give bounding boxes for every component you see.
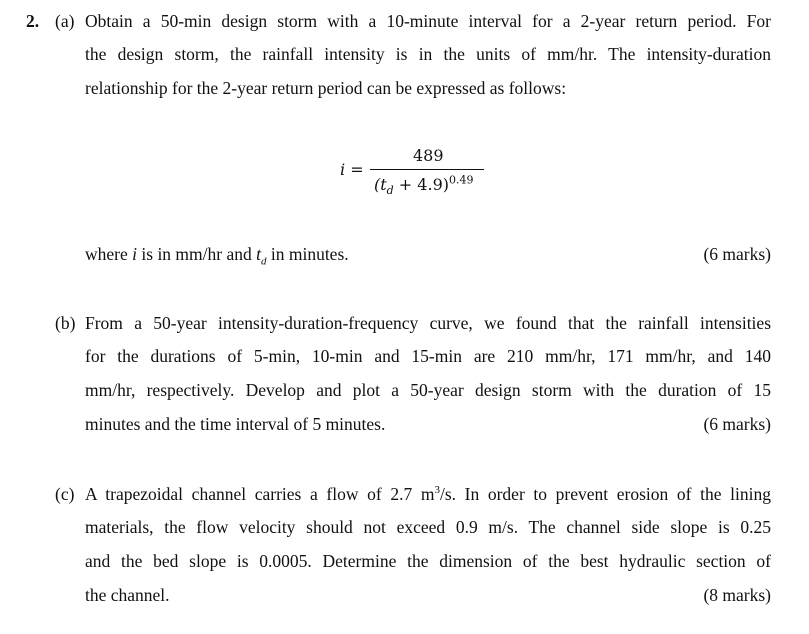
part-a-line-2: the design storm, the rainfall intensity is in the units of mm/hr. The intensity-duration [85, 44, 771, 64]
part-b-line-1: From a 50-year intensity-duration-frequency curve, we found that the rainfall intensities [85, 313, 771, 333]
part-c-line-2: materials, the flow velocity should not exceed 0.9 m/s. The channel side slope is 0.25 [85, 517, 771, 537]
question-number: 2. [26, 11, 40, 31]
part-b-line-3: mm/hr, respectively. Develop and plot a 50-year design storm with the duration of 15 [85, 380, 771, 400]
formula-fraction-bar [370, 169, 484, 170]
formula-lhs: i = [340, 160, 364, 179]
part-a-line-3: relationship for the 2-year return period can be expressed as follows: [85, 78, 567, 98]
part-b-line-2: for the durations of 5-min, 10-min and 15-min are 210 mm/hr, 171 mm/hr, and 140 [85, 346, 771, 366]
part-a-label: (a) [55, 11, 75, 31]
part-a-marks: (6 marks) [703, 244, 771, 264]
part-c-marks: (8 marks) [703, 585, 771, 605]
part-b-line-4: minutes and the time interval of 5 minutes. [85, 414, 386, 434]
part-a-where-line: where i is in mm/hr and $t_d$ in minutes. [85, 244, 349, 268]
part-a-line-1: Obtain a 50-min design storm with a 10-minute interval for a 2-year return period. For [85, 11, 771, 31]
part-c-line-4: the channel. [85, 585, 170, 605]
formula-denominator: $(t_d + 4.9)^{0.49}$ [374, 173, 474, 198]
part-b-marks: (6 marks) [703, 414, 771, 434]
part-c-label: (c) [55, 484, 75, 504]
part-b-label: (b) [55, 313, 76, 333]
part-c-line-3: and the bed slope is 0.0005. Determine the dimension of the best hydraulic section of [85, 551, 771, 571]
part-c-line-1: A trapezoidal channel carries a flow of 2.7 $m^3/s$. In order to prevent erosion of the lining [85, 484, 771, 504]
formula-numerator: 489 [413, 146, 444, 165]
